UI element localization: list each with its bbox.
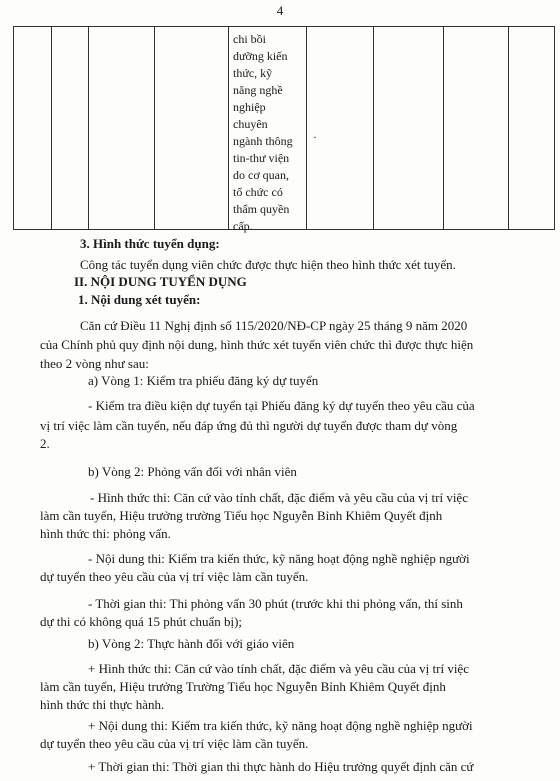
paragraph-line: vị trí việc làm cần tuyển, nếu đáp ứng đủ thì người dự tuyển được tham dự vòng xyxy=(40,418,458,433)
paragraph-line: hình thức thi: phỏng vấn. xyxy=(40,526,171,541)
paragraph-line: + Hình thức thi: Căn cứ vào tính chất, đặc điểm và yêu cầu của vị trí việc xyxy=(88,661,469,676)
paragraph-line: + Nội dung thi: Kiểm tra kiến thức, kỹ năng hoạt động nghề nghiệp người xyxy=(88,718,473,733)
section-heading-recruitment-form: 3. Hình thức tuyển dụng: xyxy=(80,236,220,251)
subsection-heading-review-content: 1. Nội dung xét tuyển: xyxy=(78,292,201,307)
table-column-divider xyxy=(13,27,14,229)
cell-line: tin-thư viện xyxy=(233,151,290,165)
paragraph-line: 2. xyxy=(40,436,50,451)
round-1-heading: a) Vòng 1: Kiểm tra phiếu đăng ký dự tuyển xyxy=(88,373,319,388)
paragraph-line: - Nội dung thi: Kiểm tra kiến thức, kỹ năng hoạt động nghề nghiệp người xyxy=(88,551,470,566)
section-heading-recruitment-content: II. NỘI DUNG TUYỂN DỤNG xyxy=(74,274,247,289)
paragraph-line: - Kiểm tra điều kiện dự tuyển tại Phiếu đăng ký dự tuyển theo yêu cầu của xyxy=(88,398,475,413)
cell-line: thẩm quyền xyxy=(233,202,290,216)
table-column-divider xyxy=(88,27,89,229)
table-column-divider xyxy=(373,27,374,229)
table-fragment xyxy=(13,26,555,233)
paragraph-line: dự tuyển theo yêu cầu của vị trí việc làm cần tuyển. xyxy=(40,736,309,751)
cell-line: nghiệp xyxy=(233,100,266,114)
table-column-divider xyxy=(306,27,307,229)
paragraph-line: dự tuyển theo yêu cầu của vị trí việc làm cần tuyển. xyxy=(40,569,309,584)
cell-line: năng nghề xyxy=(233,83,283,97)
paragraph-line: Căn cứ Điều 11 Nghị định số 115/2020/NĐ-CP ngày 25 tháng 9 năm 2020 xyxy=(80,318,468,333)
paragraph-line: - Hình thức thi: Căn cứ vào tính chất, đặc điểm và yêu cầu của vị trí việc xyxy=(90,490,468,505)
round-2-staff-heading: b) Vòng 2: Phỏng vấn đối với nhân viên xyxy=(88,464,297,479)
round-2-teacher-heading: b) Vòng 2: Thực hành đối với giáo viên xyxy=(88,636,295,651)
table-cell-text xyxy=(233,31,303,235)
paragraph-line: - Thời gian thi: Thi phỏng vấn 30 phút (trước khi thi phỏng vấn, thí sinh xyxy=(88,596,463,611)
table-column-divider xyxy=(154,27,155,229)
paragraph-line: của Chính phủ quy định nội dung, hình thức xét tuyển viên chức thì được thực hiện xyxy=(40,337,474,352)
paragraph-line: + Thời gian thi: Thời gian thi thực hành do Hiệu trưởng quyết định căn cứ xyxy=(88,759,474,774)
paragraph-line: theo 2 vòng như sau: xyxy=(40,356,149,371)
paragraph-line: hình thức thi thực hành. xyxy=(40,697,165,712)
cell-line: do cơ quan, xyxy=(233,168,289,182)
cell-line: chuyên xyxy=(233,117,268,131)
paragraph-line: dự thi có không quá 15 phút chuẩn bị); xyxy=(40,614,243,629)
cell-line: dưỡng kiến xyxy=(233,49,288,63)
table-column-divider xyxy=(228,27,229,229)
table-column-divider xyxy=(51,27,52,229)
cell-line: ngành thông xyxy=(233,134,293,148)
cell-line: tổ chức có xyxy=(233,185,283,199)
table-column-divider xyxy=(508,27,509,229)
cell-line: cấp. xyxy=(233,219,253,233)
page-number: 4 xyxy=(276,3,284,18)
table-column-divider xyxy=(443,27,444,229)
table-column-divider xyxy=(554,27,555,229)
cell-line: thức, kỹ xyxy=(233,66,273,80)
cell-line: chi bồi xyxy=(233,32,266,46)
table-mark: · xyxy=(313,130,317,144)
paragraph-line: Công tác tuyển dụng viên chức được thực hiện theo hình thức xét tuyển. xyxy=(80,257,456,272)
paragraph-line: làm cần tuyển, Hiệu trưởng Trường Tiểu học Nguyễn Bỉnh Khiêm Quyết định xyxy=(40,679,446,694)
paragraph-line: làm cần tuyển, Hiệu trưởng trường Tiểu học Nguyễn Bỉnh Khiêm Quyết định xyxy=(40,508,443,523)
